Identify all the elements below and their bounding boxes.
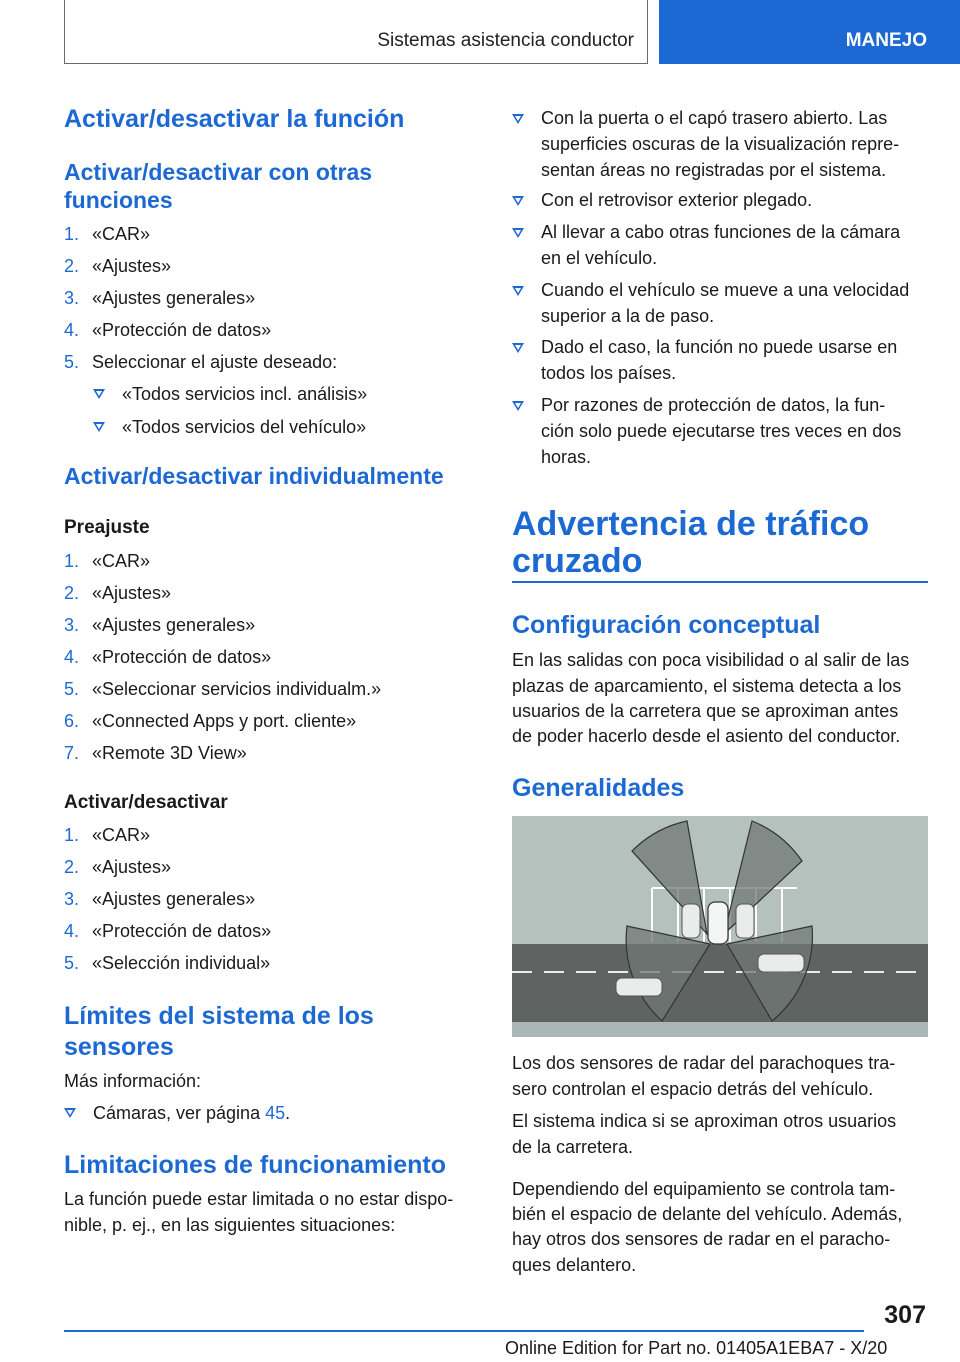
list-number: 4. [64,647,80,667]
bullet-line: Con el retrovisor exterior plegado. [541,190,813,210]
heading-limites-2: sensores [64,1033,174,1061]
bullet-triangle-icon [512,196,524,206]
bullet-triangle-icon [93,422,105,432]
heading-limites-1: Límites del sistema de los [64,1002,374,1030]
list-number: 5. [64,953,80,973]
bullet-triangle-icon [512,114,524,124]
bullet-line: superficies oscuras de la visualización repre‐ [541,134,900,154]
list-item: «Selección individual» [92,953,271,973]
list-number: 6. [64,711,80,731]
heading-activar-funcion: Activar/desactivar la función [64,105,405,133]
list-number: 1. [64,825,80,845]
list-item: «Ajustes» [92,583,172,603]
config-line: de poder hacerlo desde el asiento del conductor. [512,726,901,746]
heading-individualmente: Activar/desactivar individualmente [64,463,444,489]
config-line: usuarios de la carretera que se aproximan antes [512,701,899,721]
mas-informacion: Más información: [64,1071,202,1091]
list-item: «CAR» [92,825,151,845]
list-item: «CAR» [92,224,151,244]
heading-advertencia-1: Advertencia de tráfico [512,505,870,543]
paragraph-line: sero controlan el espacio detrás del vehículo. [512,1079,874,1099]
heading-underline [512,581,928,583]
bullet-line: sentan áreas no registradas por el sistema. [541,160,887,180]
bullet-line: Al llevar a cabo otras funciones de la cámara [541,222,901,242]
page-link-45[interactable]: 45 [265,1103,286,1123]
page-number: 307 [884,1301,926,1329]
bullet-line: Cuando el vehículo se mueve a una velocidad [541,280,910,300]
heading-advertencia-2: cruzado [512,542,643,580]
bullet-triangle-icon [64,1108,76,1118]
list-item: «Ajustes generales» [92,889,256,909]
heading-otras-funciones-2: funciones [64,187,173,213]
paragraph-line: de la carretera. [512,1137,634,1157]
cross-reference-end: . [285,1103,291,1123]
list-number: 2. [64,583,80,603]
bullet-triangle-icon [93,389,105,399]
list-number: 3. [64,889,80,909]
bullet-line: Por razones de protección de datos, la fun‐ [541,395,886,415]
list-number: 1. [64,224,80,244]
sub-list-item: «Todos servicios incl. análisis» [122,384,368,404]
heading-configuracion: Configuración conceptual [512,611,821,639]
list-number: 4. [64,320,80,340]
heading-generalidades: Generalidades [512,774,685,802]
limitaciones-line: La función puede estar limitada o no estar dispo‐ [64,1189,454,1209]
list-item: «CAR» [92,551,151,571]
edition-note: Online Edition for Part no. 01405A1EBA7 - X/20 [505,1338,888,1358]
list-number: 3. [64,615,80,635]
limitaciones-line: nible, p. ej., en las siguientes situaciones: [64,1215,396,1235]
list-item: «Protección de datos» [92,320,272,340]
bullet-line: todos los países. [541,363,677,383]
section-title: Sistemas asistencia conductor [377,30,634,51]
bullet-triangle-icon [512,228,524,238]
list-item: «Connected Apps y port. cliente» [92,711,357,731]
cross-traffic-illustration [512,816,928,1037]
list-item: «Protección de datos» [92,647,272,667]
heading-limitaciones: Limitaciones de funcionamiento [64,1151,446,1179]
paragraph-line: Los dos sensores de radar del parachoques tra‐ [512,1053,896,1073]
footer-rule [64,1330,864,1332]
heading-activar-desactivar: Activar/desactivar [64,792,228,813]
heading-preajuste: Preajuste [64,517,150,538]
bullet-line: superior a la de paso. [541,306,715,326]
bullet-line: Con la puerta o el capó trasero abierto. Las [541,108,888,128]
list-item: «Ajustes» [92,256,172,276]
chapter-tab[interactable] [659,0,960,64]
paragraph-line: ques delantero. [512,1255,637,1275]
chapter-label: MANEJO [845,30,927,51]
list-number: 1. [64,551,80,571]
config-line: En las salidas con poca visibilidad o al salir de las [512,650,910,670]
list-item: «Seleccionar servicios individualm.» [92,679,382,699]
list-number: 2. [64,857,80,877]
paragraph-line: El sistema indica si se aproximan otros usuarios [512,1111,897,1131]
list-item: «Ajustes generales» [92,615,256,635]
radar-diagram [512,816,928,1037]
cross-reference-text: Cámaras, ver página [93,1103,266,1123]
bullet-line: en el vehículo. [541,248,658,268]
heading-otras-funciones-1: Activar/desactivar con otras [64,159,373,185]
paragraph-line: Dependiendo del equipamiento se controla tam‐ [512,1179,896,1199]
bullet-triangle-icon [512,286,524,296]
paragraph-line: hay otros dos sensores de radar en el paracho‐ [512,1229,891,1249]
sub-list-item: «Todos servicios del vehículo» [122,417,367,437]
list-item: «Protección de datos» [92,921,272,941]
list-item: «Remote 3D View» [92,743,247,763]
list-number: 5. [64,352,80,372]
bullet-triangle-icon [512,343,524,353]
bullet-line: horas. [541,447,592,467]
list-item: «Ajustes» [92,857,172,877]
bullet-line: Dado el caso, la función no puede usarse en [541,337,898,357]
bullet-triangle-icon [512,401,524,411]
cross-reference [93,1100,290,1126]
list-item: «Ajustes generales» [92,288,256,308]
list-number: 7. [64,743,80,763]
list-number: 3. [64,288,80,308]
list-number: 2. [64,256,80,276]
list-number: 5. [64,679,80,699]
list-number: 4. [64,921,80,941]
list-item: Seleccionar el ajuste deseado: [92,352,338,372]
paragraph-line: bién el espacio de delante del vehículo. Además, [512,1204,903,1224]
config-line: plazas de aparcamiento, el sistema detecta a los [512,676,902,696]
bullet-line: ción solo puede ejecutarse tres veces en dos [541,421,902,441]
